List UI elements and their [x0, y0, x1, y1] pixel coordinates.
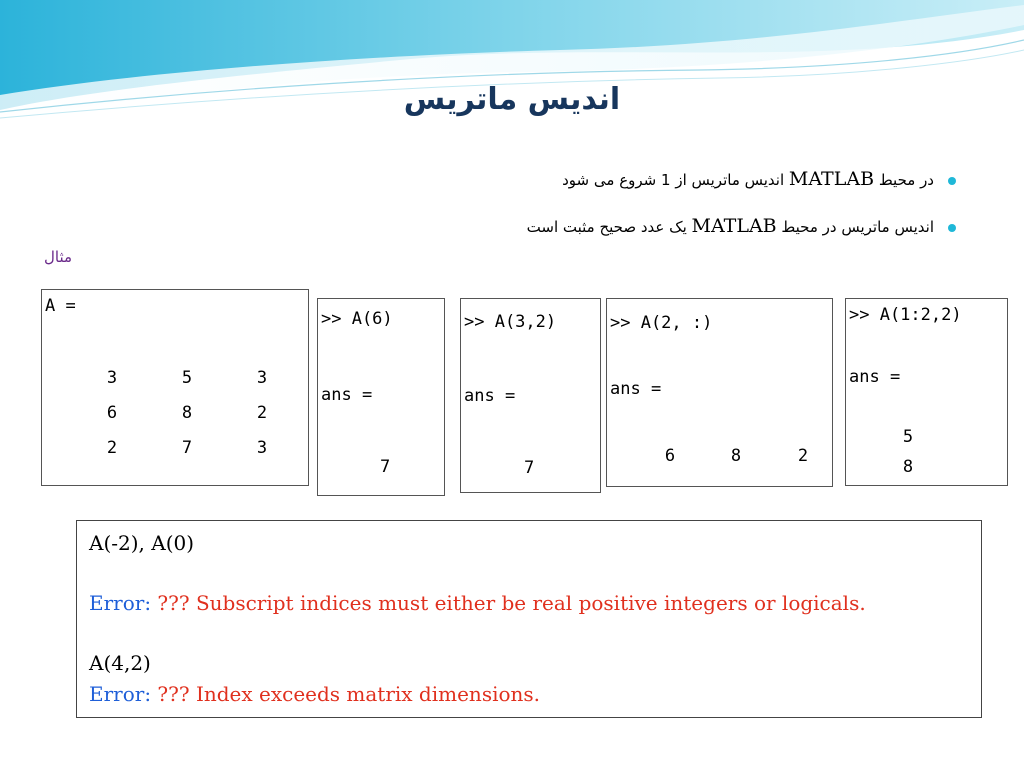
command-text: >> A(3,2) [464, 312, 557, 332]
bullet-item [256, 215, 956, 243]
matrix-cell: 3 [106, 368, 118, 388]
bullet-text: در محیط [874, 171, 934, 189]
command-panel-a32 [460, 298, 601, 493]
result-value: 8 [730, 446, 742, 466]
bullet-dot-icon [948, 177, 956, 185]
result-value: 7 [524, 458, 535, 478]
result-value: 2 [797, 446, 809, 466]
command-text: >> A(6) [321, 309, 393, 329]
bullet-latin-text: MATLAB [788, 168, 875, 190]
command-text: >> A(2, :) [610, 313, 713, 333]
bullet-text: اندیس ماتریس از 1 شروع می شود [562, 171, 789, 189]
result-value: 5 [902, 427, 914, 447]
error-message: ??? Index exceeds matrix dimensions. [157, 682, 541, 706]
result-value: 7 [380, 457, 391, 477]
matrix-cell: 2 [256, 403, 268, 423]
matrix-cell: 7 [181, 438, 193, 458]
ans-label: ans = [610, 379, 662, 399]
ans-label: ans = [321, 385, 373, 405]
result-value: 8 [902, 457, 914, 477]
bullet-dot-icon [948, 224, 956, 232]
bullet-list [256, 168, 956, 262]
command-panel-a2-colon [606, 298, 833, 487]
command-panel-a12-2 [845, 298, 1008, 486]
error-line [89, 591, 866, 615]
error-label: Error: [89, 682, 152, 706]
matrix-cell: 5 [181, 368, 193, 388]
bullet-text: اندیس ماتریس در محیط [776, 218, 934, 236]
bullet-text: یک عدد صحیح مثبت است [526, 218, 692, 236]
bullet-item [256, 168, 956, 196]
matrix-panel [41, 289, 309, 486]
slide-title: اندیس ماتریس [403, 82, 621, 117]
matrix-cell: 2 [106, 438, 118, 458]
ans-label: ans = [464, 386, 516, 406]
example-label: مثال [44, 248, 73, 266]
command-text: >> A(1:2,2) [849, 305, 962, 325]
matrix-cell: 8 [181, 403, 193, 423]
ans-label: ans = [849, 367, 901, 387]
bullet-latin-text: MATLAB [691, 215, 777, 237]
error-label: Error: [89, 591, 152, 615]
code-line: A(4,2) [89, 651, 151, 675]
matrix-cell: 3 [256, 438, 268, 458]
error-examples-box [76, 520, 982, 718]
error-message: ??? Subscript indices must either be real positive integers or logicals. [157, 591, 866, 615]
error-line [89, 682, 540, 706]
command-panel-a6 [317, 298, 445, 496]
matrix-cell: 6 [106, 403, 118, 423]
result-value: 6 [664, 446, 676, 466]
matrix-header: A = [45, 296, 76, 316]
matrix-cell: 3 [256, 368, 268, 388]
code-line: A(-2), A(0) [89, 531, 195, 555]
